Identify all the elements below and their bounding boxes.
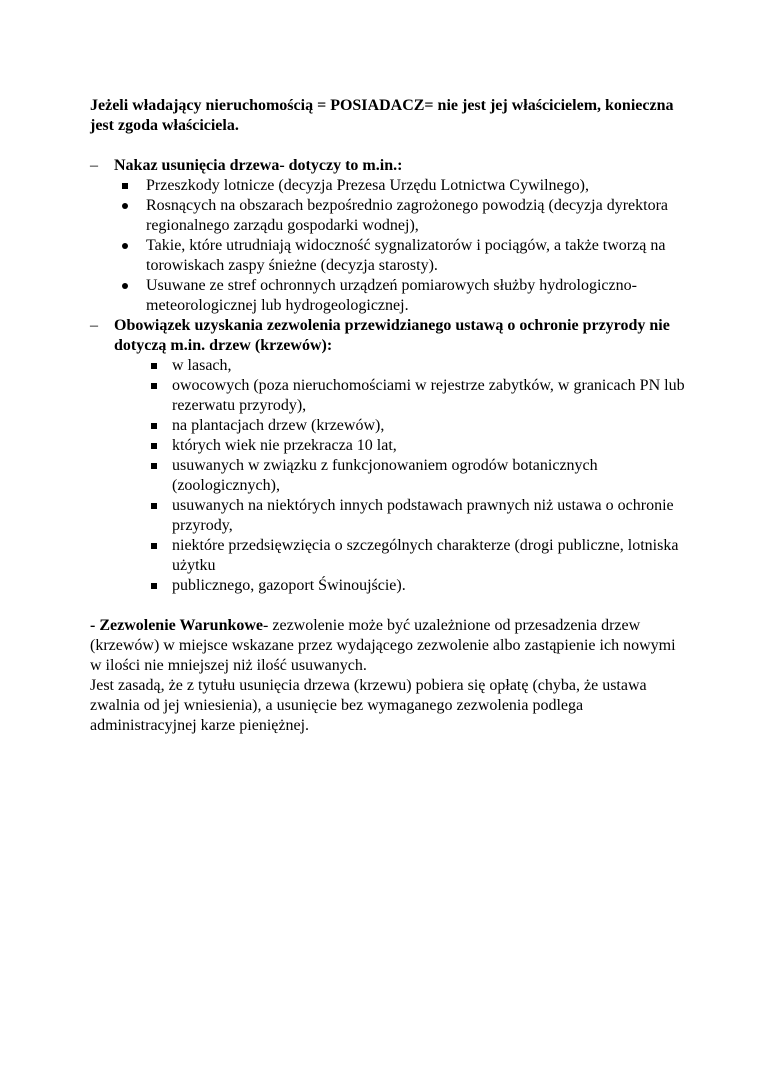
list-item: owocowych (poza nieruchomościami w rejestrze zabytków, w granicach PN lub rezerwatu przyrody),	[172, 376, 690, 416]
section-title: Nakaz usunięcia drzewa- dotyczy to m.in.:	[114, 157, 403, 174]
round-bullet-icon	[115, 276, 135, 296]
list-item: niektóre przedsięwzięcia o szczególnych charakterze (drogi publiczne, lotniska użytku	[172, 536, 690, 576]
square-bullet-icon	[144, 496, 164, 516]
square-bullet-icon	[144, 376, 164, 396]
square-bullet-icon	[144, 436, 164, 456]
list-item: w lasach,	[172, 356, 690, 376]
list-item: na plantacjach drzew (krzewów),	[172, 416, 690, 436]
closing-paragraph: Jest zasadą, że z tytułu usunięcia drzewa (krzewu) pobiera się opłatę (chyba, że ustawa zwalnia od jej wniesienia), a usunięcie bez wymaganego zezwolenia podlega administracyjnej karze pieniężnej.	[90, 677, 647, 734]
conditional-permit-lead: - Zezwolenie Warunkowe	[90, 617, 264, 634]
square-bullet-icon	[144, 536, 164, 556]
list-item: usuwanych w związku z funkcjonowaniem ogrodów botanicznych (zoologicznych),	[172, 456, 690, 496]
square-bullet-icon	[144, 416, 164, 436]
square-bullet-icon	[144, 356, 164, 376]
list-item: Przeszkody lotnicze (decyzja Prezesa Urzędu Lotnictwa Cywilnego),	[146, 176, 690, 196]
list-item: usuwanych na niektórych innych podstawach prawnych niż ustawa o ochronie przyrody,	[172, 496, 690, 536]
conditional-permit-paragraph	[90, 616, 690, 676]
section-permit-exemptions	[90, 316, 690, 596]
dash-marker: –	[90, 157, 98, 174]
tree-removal-list	[114, 176, 690, 316]
spacer	[90, 596, 690, 616]
list-item: Rosnących na obszarach bezpośrednio zagrożonego powodzią (decyzja dyrektora regionalnego zarządu gospodarki wodnej),	[146, 196, 690, 236]
square-bullet-icon	[144, 576, 164, 596]
list-item: publicznego, gazoport Świnoujście).	[172, 576, 690, 596]
list-item: Usuwane ze stref ochronnych urządzeń pomiarowych służby hydrologiczno- meteorologicznej lub hydrogeologicznej.	[146, 276, 690, 316]
permit-exemption-list	[114, 356, 690, 596]
section-tree-removal-order	[90, 156, 690, 316]
dash-marker: –	[90, 317, 98, 334]
list-item: Takie, które utrudniają widoczność sygnalizatorów i pociągów, a także tworzą na torowiskach zaspy śnieżne (decyzja starosty).	[146, 236, 690, 276]
round-bullet-icon	[115, 196, 135, 216]
section-title: Obowiązek uzyskania zezwolenia przewidzianego ustawą o ochronie przyrody nie dotyczą m.in. drzew (krzewów):	[114, 317, 670, 354]
intro-paragraph: Jeżeli władający nieruchomością = POSIADACZ= nie jest jej właścicielem, konieczna jest zgoda właściciela.	[90, 97, 674, 134]
conditional-permit-text: - zezwolenie może być uzależnione od przesadzenia drzew (krzewów) w miejsce wskazane przez wydającego zezwolenie albo zastąpienie ich nowymi w ilości nie mniejszej niż ilość usuwanych.	[90, 617, 676, 674]
document-page	[90, 96, 690, 736]
list-item: których wiek nie przekracza 10 lat,	[172, 436, 690, 456]
spacer	[90, 136, 690, 156]
square-bullet-icon	[115, 176, 135, 196]
square-bullet-icon	[144, 456, 164, 476]
round-bullet-icon	[115, 236, 135, 256]
